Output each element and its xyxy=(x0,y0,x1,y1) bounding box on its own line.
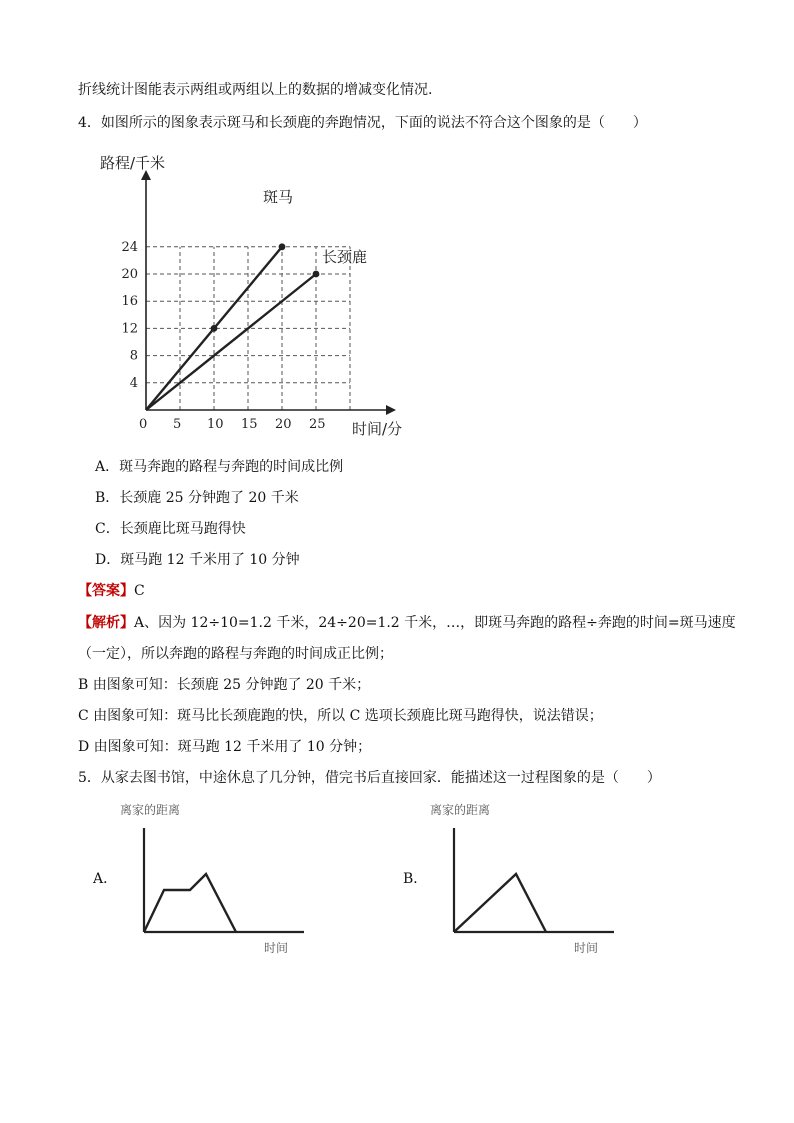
y-tick-label: 8 xyxy=(129,348,138,364)
x-tick-label: 10 xyxy=(207,417,224,432)
x-tick-label: 15 xyxy=(241,417,258,432)
analysis-line-2: （一定），所以奔跑的路程与奔跑的时间成正比例； xyxy=(78,646,393,662)
series-label-zebra: 斑马 xyxy=(263,188,294,206)
y-tick-label: 24 xyxy=(121,239,138,255)
x-axis-arrow xyxy=(386,405,396,415)
analysis-line-5: D 由图象可知：斑马跑 12 千米用了 10 分钟； xyxy=(78,739,372,755)
y-tick-label: 12 xyxy=(121,321,138,337)
series-line-1 xyxy=(146,274,316,410)
option-a: A．斑马奔跑的路程与奔跑的时间成比例 xyxy=(95,459,344,475)
y-tick-label: 20 xyxy=(121,267,138,282)
graph-b-x-label: 时间 xyxy=(574,941,599,955)
option-c: C．长颈鹿比斑马跑得快 xyxy=(95,521,246,537)
y-tick-label: 16 xyxy=(121,294,138,310)
question-4-stem: 4．如图所示的图象表示斑马和长颈鹿的奔跑情况，下面的说法不符合这个图象的是（ ） xyxy=(78,115,647,131)
y-tick-label: 4 xyxy=(129,375,138,391)
analysis-line-1 xyxy=(78,613,736,633)
answer-line xyxy=(78,581,145,601)
graph-a xyxy=(116,800,316,960)
x-tick-label: 0 xyxy=(139,417,148,432)
analysis-text-1: A、因为 12÷10=1.2 千米，24÷20=1.2 千米，…，即斑马奔跑的路程÷奔跑的时间=斑马速度 xyxy=(134,615,736,631)
x-tick-label: 20 xyxy=(275,417,292,432)
graph-a-x-label: 时间 xyxy=(264,941,289,955)
x-axis-label: 时间/分 xyxy=(352,420,403,438)
graph-a-y-label: 离家的距离 xyxy=(120,803,181,817)
x-tick-label: 25 xyxy=(309,417,326,432)
series-point-0 xyxy=(211,325,218,332)
analysis-line-4: C 由图象可知：斑马比长颈鹿跑的快，所以 C 选项长颈鹿比斑马跑得快，说法错误； xyxy=(78,708,603,724)
answer-value: C xyxy=(134,583,145,599)
chart-series xyxy=(146,243,319,410)
graph-b xyxy=(426,800,626,960)
analysis-tag: 【解析】 xyxy=(78,615,134,631)
series-point-1 xyxy=(313,271,320,278)
analysis-line-3: B 由图象可知：长颈鹿 25 分钟跑了 20 千米； xyxy=(78,677,371,693)
y-axis-label: 路程/千米 xyxy=(100,154,166,172)
option-d: D．斑马跑 12 千米用了 10 分钟 xyxy=(95,552,300,568)
intro-line: 折线统计图能表示两组或两组以上的数据的增减变化情况. xyxy=(78,82,433,98)
series-label-giraffe: 长颈鹿 xyxy=(322,248,368,266)
graph-a-option-label: A． xyxy=(93,871,118,887)
answer-tag: 【答案】 xyxy=(78,583,134,599)
question-5-stem: 5．从家去图书馆，中途休息了几分钟，借完书后直接回家．能描述这一过程图象的是（ ） xyxy=(78,770,661,786)
x-tick-label: 5 xyxy=(173,417,182,432)
graph-b-option-label: B． xyxy=(403,871,428,887)
graph-b-line xyxy=(454,874,546,932)
graph-a-line xyxy=(144,874,236,932)
option-b: B．长颈鹿 25 分钟跑了 20 千米 xyxy=(95,490,299,506)
series-point-0 xyxy=(279,243,286,250)
zebra-giraffe-chart xyxy=(90,148,420,448)
graph-b-y-label: 离家的距离 xyxy=(430,803,491,817)
chart-axes xyxy=(141,170,396,415)
